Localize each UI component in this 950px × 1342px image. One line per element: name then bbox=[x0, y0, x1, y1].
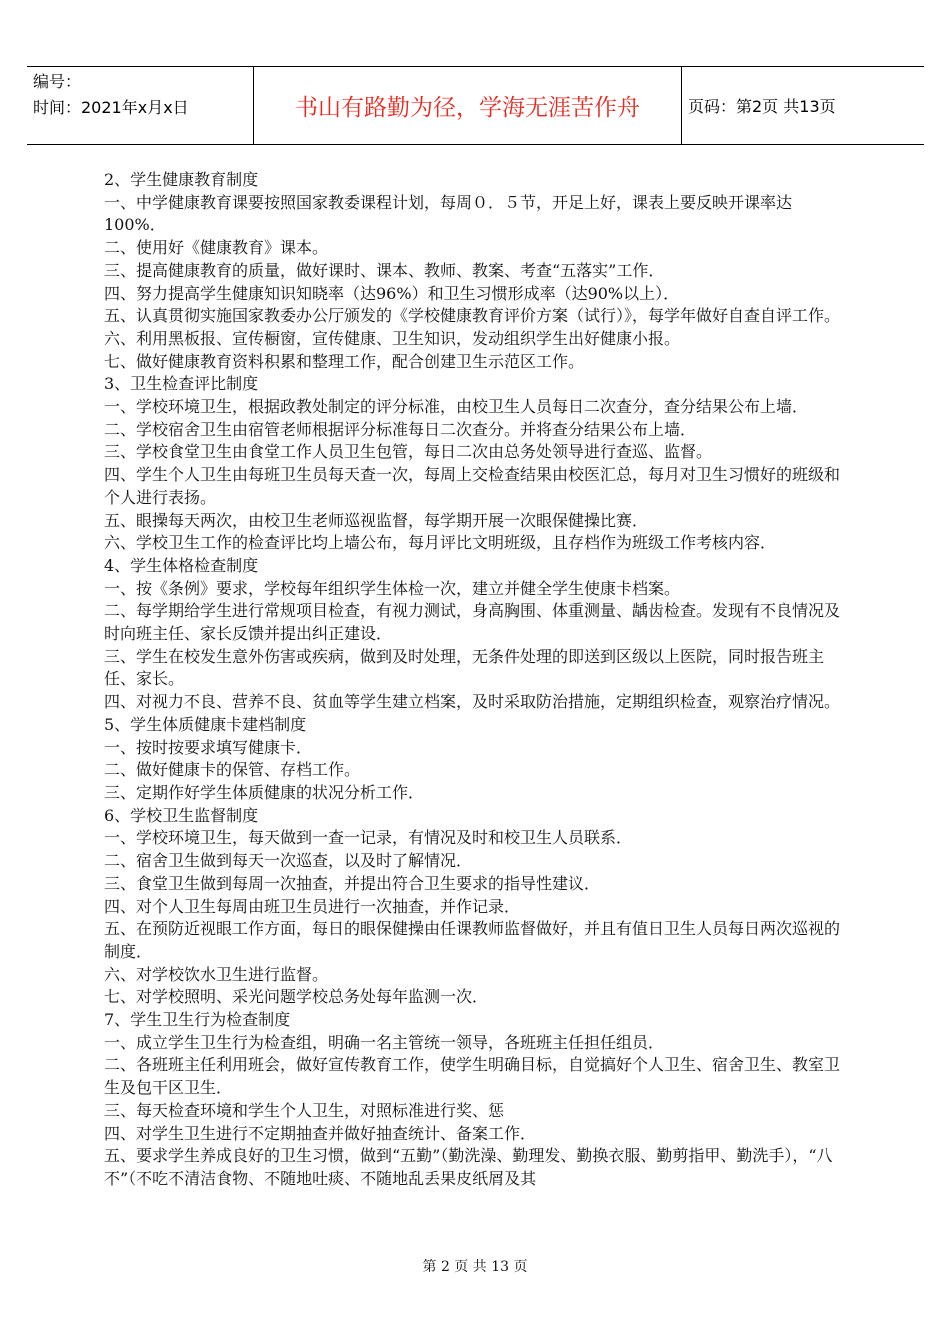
section-heading: 4、学生体格检查制度 bbox=[104, 555, 259, 575]
paragraph: 五、眼操每天两次，由校卫生老师巡视监督，每学期开展一次眼保健操比赛． bbox=[104, 510, 649, 530]
section-heading: 3、卫生检查评比制度 bbox=[104, 374, 259, 394]
paragraph: 二、学校宿舍卫生由宿管老师根据评分标准每日二次查分。并将查分结果公布上墙． bbox=[104, 419, 697, 439]
section-heading: 2、学生健康教育制度 bbox=[104, 170, 259, 189]
paragraph: 二、做好健康卡的保管、存档工作。 bbox=[104, 760, 361, 780]
paragraph: 四、对学生卫生进行不定期抽查并做好抽查统计、备案工作． bbox=[104, 1123, 537, 1143]
paragraph: 三、学生在校发生意外伤害或疾病，做到及时处理，无条件处理的即送到区级以上医院，同时报告班主任、家长。 bbox=[104, 646, 825, 689]
header-meta bbox=[27, 67, 254, 144]
paragraph: 七、做好健康教育资料积累和整理工作，配合创建卫生示范区工作。 bbox=[104, 351, 585, 371]
section-heading: 7、学生卫生行为检查制度 bbox=[104, 1010, 291, 1030]
paragraph: 一、中学健康教育课要按照国家教委课程计划，每周０．５节，开足上好，课表上要反映开课率达100%． bbox=[104, 192, 793, 235]
paragraph: 二、各班班主任利用班会，做好宣传教育工作，使学生明确目标，自觉搞好个人卫生、宿舍卫生、教室卫生及包干区卫生． bbox=[104, 1055, 841, 1098]
paragraph: 三、食堂卫生做到每周一次抽查，并提出符合卫生要求的指导性建议． bbox=[104, 873, 601, 893]
document-body bbox=[104, 169, 852, 1191]
paragraph: 五、认真贯彻实施国家教委办公厅颁发的《学校健康教育评价方案（试行）》，每学年做好自查自评工作。 bbox=[104, 306, 841, 326]
paragraph: 六、学校卫生工作的检查评比均上墙公布，每月评比文明班级，且存档作为班级工作考核内容． bbox=[104, 533, 777, 553]
paragraph: 六、利用黑板报、宣传橱窗，宣传健康、卫生知识，发动组织学生出好健康小报。 bbox=[104, 328, 681, 348]
header-motto: 书山有路勤为径，学海无涯苦作舟 bbox=[254, 67, 682, 144]
document-number-label: 编号： bbox=[33, 72, 82, 91]
paragraph: 二、宿舍卫生做到每天一次巡查，以及时了解情况． bbox=[104, 851, 473, 871]
paragraph: 四、对个人卫生每周由班卫生员进行一次抽查，并作记录． bbox=[104, 896, 521, 916]
paragraph: 五、在预防近视眼工作方面，每日的眼保健操由任课教师监督做好，并且有值日卫生人员每日两次巡视的制度． bbox=[104, 919, 841, 961]
paragraph: 一、按时按要求填写健康卡． bbox=[104, 737, 313, 757]
page-footer: 第 2 页 共 13 页 bbox=[422, 1259, 528, 1275]
paragraph: 三、每天检查环境和学生个人卫生，对照标准进行奖、惩 bbox=[104, 1100, 505, 1120]
page-header bbox=[27, 66, 924, 145]
paragraph: 三、提高健康教育的质量，做好课时、课本、教师、教案、考查“五落实”工作． bbox=[104, 260, 665, 280]
paragraph: 三、学校食堂卫生由食堂工作人员卫生包管，每日二次由总务处领导进行查巡、监督。 bbox=[104, 442, 713, 462]
section-heading: 5、学生体质健康卡建档制度 bbox=[104, 714, 307, 734]
paragraph: 七、对学校照明、采光问题学校总务处每年监测一次． bbox=[104, 987, 489, 1007]
paragraph: 二、使用好《健康教育》课本。 bbox=[104, 238, 329, 258]
paragraph: 三、定期作好学生体质健康的状况分析工作． bbox=[104, 782, 425, 802]
paragraph: 六、对学校饮水卫生进行监督。 bbox=[104, 964, 329, 984]
paragraph: 四、努力提高学生健康知识知晓率（达96%）和卫生习惯形成率（达90%以上）． bbox=[104, 283, 680, 303]
paragraph: 二、每学期给学生进行常规项目检查，有视力测试，身高胸围、体重测量、龋齿检查。发现有不良情况及时向班主任、家长反馈并提出纠正建设． bbox=[104, 601, 841, 644]
paragraph: 一、按《条例》要求，学校每年组织学生体检一次，建立并健全学生使康卡档案。 bbox=[104, 578, 681, 598]
paragraph: 一、学校环境卫生，根据政教处制定的评分标准，由校卫生人员每日二次查分，查分结果公布上墙． bbox=[104, 397, 809, 417]
paragraph: 一、成立学生卫生行为检查组，明确一名主管统一领导，各班班主任担任组员． bbox=[104, 1032, 665, 1052]
paragraph: 四、学生个人卫生由每班卫生员每天查一次，每周上交检查结果由校医汇总，每月对卫生习惯好的班级和个人进行表扬。 bbox=[104, 465, 841, 507]
paragraph: 五、要求学生养成良好的卫生习惯，做到“五勤”（勤洗澡、勤理发、勤换衣服、勤剪指甲、勤洗手），“八不”（不吃不清洁食物、不随地吐痰、不随地乱丢果皮纸屑及其 bbox=[104, 1146, 833, 1188]
paragraph: 一、学校环境卫生，每天做到一查一记录，有情况及时和校卫生人员联系． bbox=[104, 828, 633, 848]
section-heading: 6、学校卫生监督制度 bbox=[104, 805, 259, 825]
paragraph: 四、对视力不良、营养不良、贫血等学生建立档案，及时采取防治措施，定期组织检查，观察治疗情况。 bbox=[104, 692, 841, 712]
document-date: 时间：2021年x月x日 bbox=[33, 98, 189, 117]
header-page-number: 页码：第2页 共13页 bbox=[688, 97, 836, 116]
